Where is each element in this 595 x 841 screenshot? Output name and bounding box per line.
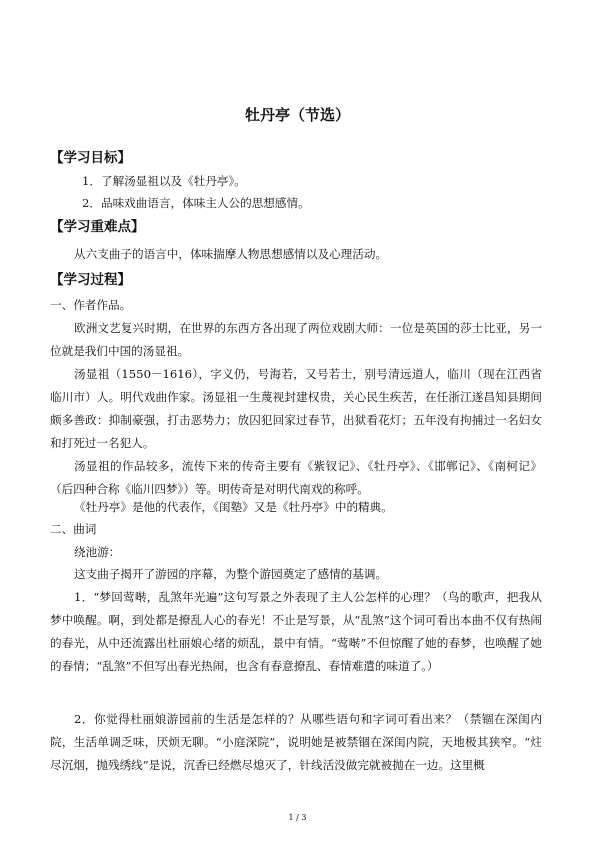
- section-heading-author: 一、作者作品。: [50, 298, 132, 312]
- learning-process-heading: 【学习过程】: [50, 272, 131, 288]
- goal-item: 1．了解汤显祖以及《牡丹亭》。: [82, 174, 246, 188]
- paragraph-masterpiece: 《牡丹亭》是他的代表作，《闺塾》又是《牡丹亭》中的精典。: [74, 500, 393, 514]
- question-1: 1．“梦回莺啭，乱煞年光遍”这句写景之外表现了主人公怎样的心理？（鸟的歌声，把我从梦中唤醒。啊，到处都是撩乱人心的春光！不止是写景，从“乱煞”这个词可看出本曲不仅有热闹的春光，从中还流露出杜丽娘心绪的烦乱，景中有情。“莺啭”不但惊醒了她的春梦，也唤醒了她的春情；“乱煞”不但写出春光热闹，也含有春意撩乱、春情难遣的味道了。）: [50, 590, 542, 673]
- paragraph-works: 汤显祖的作品较多，流传下来的传奇主要有《紫钗记》、《牡丹亭》、《邯郸记》、《南柯记》（后四种合称《临川四梦》）等。明传奇是对明代南戏的称呼。: [50, 459, 542, 496]
- tune-name: 绕池游：: [74, 545, 121, 559]
- key-points-text: 从六支曲子的语言中，体味揣摩人物思想感情以及心理活动。: [74, 247, 388, 261]
- question-2: 2．你觉得杜丽娘游园前的生活是怎样的？从哪些语句和字词可看出来？（禁锢在深闺内院，生活单调乏味，厌烦无聊。“小庭深院”，说明她是被禁锢在深闺内院，天地极其狭窄。“炷尽沉烟，抛残绣线”是说，沉香已经燃尽熄灭了，针线活没做完就被抛在一边。这里概: [50, 712, 542, 772]
- page-number: 1 / 3: [288, 813, 307, 822]
- key-points-heading: 【学习重难点】: [50, 219, 145, 235]
- page-title: 牡丹亭（节选）: [244, 106, 350, 124]
- learning-goals-heading: 【学习目标】: [50, 150, 131, 166]
- paragraph-biography: 汤显祖（1550－1616），字义仍，号海若，又号若士，别号清远道人，临川（现在江西省临川市）人。明代戏曲作家。汤显祖一生蔑视封建权贵，关心民生疾苦，在任浙江遂昌知县期间颇多善政：抑制豪强，打击恶势力；放囚犯回家过春节，出狱看花灯；五年没有拘捕过一名妇女和打死过一名犯人。: [50, 367, 542, 450]
- paragraph-renaissance: 欧洲文艺复兴时期，在世界的东西方各出现了两位戏剧大师：一位是英国的莎士比亚，另一位就是我们中国的汤显祖。: [50, 321, 542, 358]
- section-heading-lyrics: 二、曲词: [50, 522, 97, 536]
- paragraph-tune-intro: 这支曲子揭开了游园的序幕，为整个游园奠定了感情的基调。: [74, 567, 388, 581]
- goal-item: 2．品味戏曲语言，体味主人公的思想感情。: [82, 196, 310, 210]
